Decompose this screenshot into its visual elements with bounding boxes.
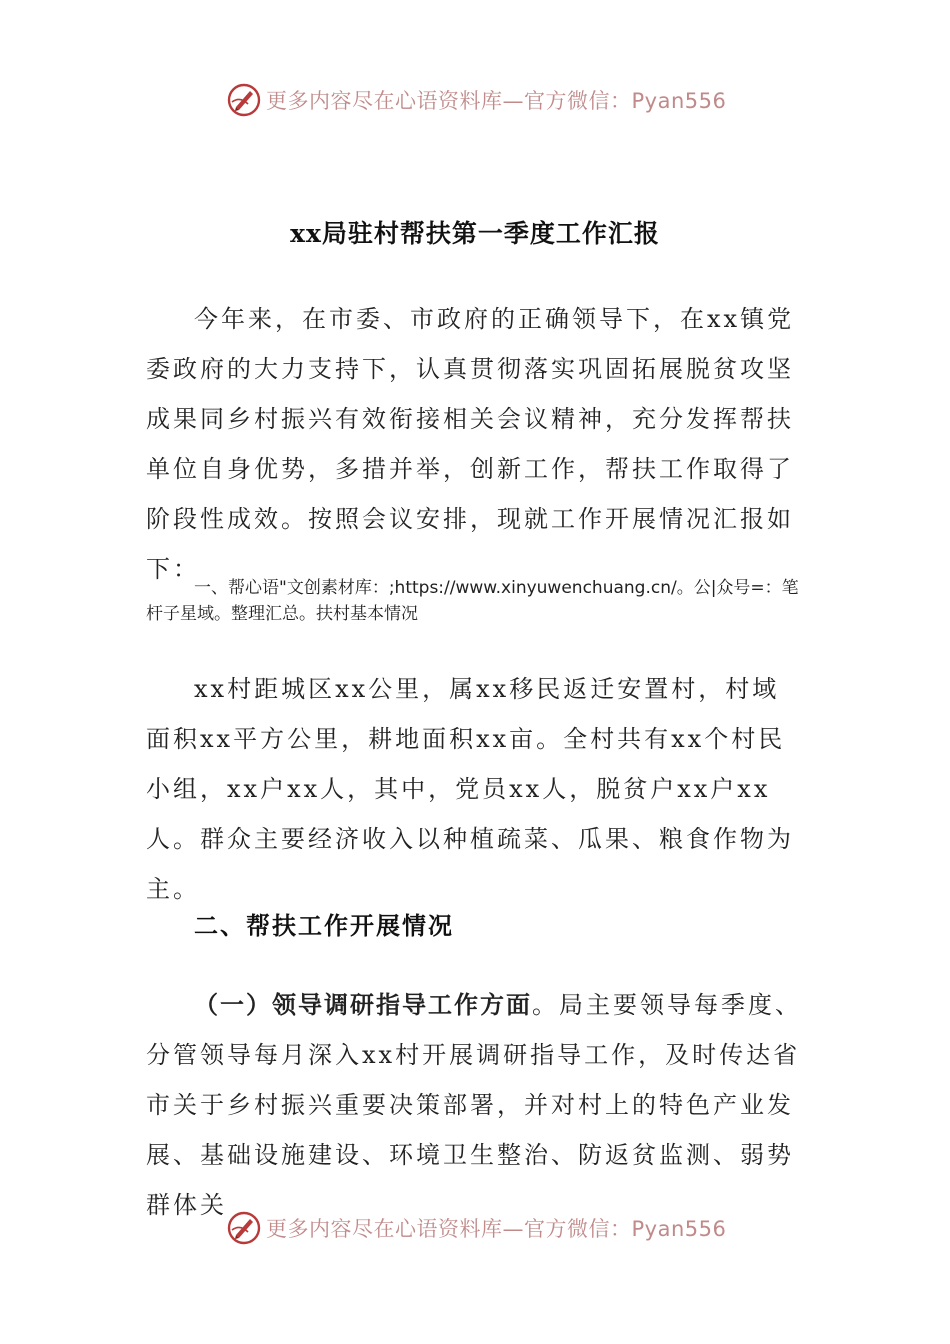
section1-heading-note: 一、帮心语"文创素材库：;https://www.xinyuwenchuang.cn/。公|众号=：笔杆子星域。整理汇总。扶村基本情况 [146,578,799,624]
watermark-text: 更多内容尽在心语资料库—官方微信：Pyan556 [266,89,727,113]
intro-paragraph: 今年来，在市委、市政府的正确领导下，在xx镇党委政府的大力支持下，认真贯彻落实巩固拓展脱贫攻坚成果同乡村振兴有效衔接相关会议精神，充分发挥帮扶单位自身优势，多措并举，创新工作，帮扶工作取得了阶段性成效。按照会议安排，现就工作开展情况汇报如下： [146,305,795,583]
pen-logo-icon [226,82,262,118]
document-title: xx局驻村帮扶第一季度工作汇报 [290,219,660,248]
subsection1-heading: （一）领导调研指导工作方面 [194,990,532,1019]
subsection1-body: 。局主要领导每季度、分管领导每月深入xx村开展调研指导工作，及时传达省市关于乡村振兴重要决策部署，并对村上的特色产业发展、基础设施建设、环境卫生整治、防返贫监测、弱势群体关 [146,991,802,1219]
subsection1-paragraph [146,980,806,1230]
footer-watermark [226,1210,726,1246]
village-paragraph: xx村距城区xx公里，属xx移民返迁安置村，村域面积xx平方公里，耕地面积xx亩。全村共有xx个村民小组，xx户xx人，其中，党员xx人，脱贫户xx户xx人。群众主要经济收入以种植疏菜、瓜果、粮食作物为主。 [146,675,794,903]
section2-heading: 二、帮扶工作开展情况 [194,911,454,940]
header-watermark [226,82,726,118]
pen-logo-icon [226,1210,262,1246]
watermark-text: 更多内容尽在心语资料库—官方微信：Pyan556 [266,1217,727,1241]
